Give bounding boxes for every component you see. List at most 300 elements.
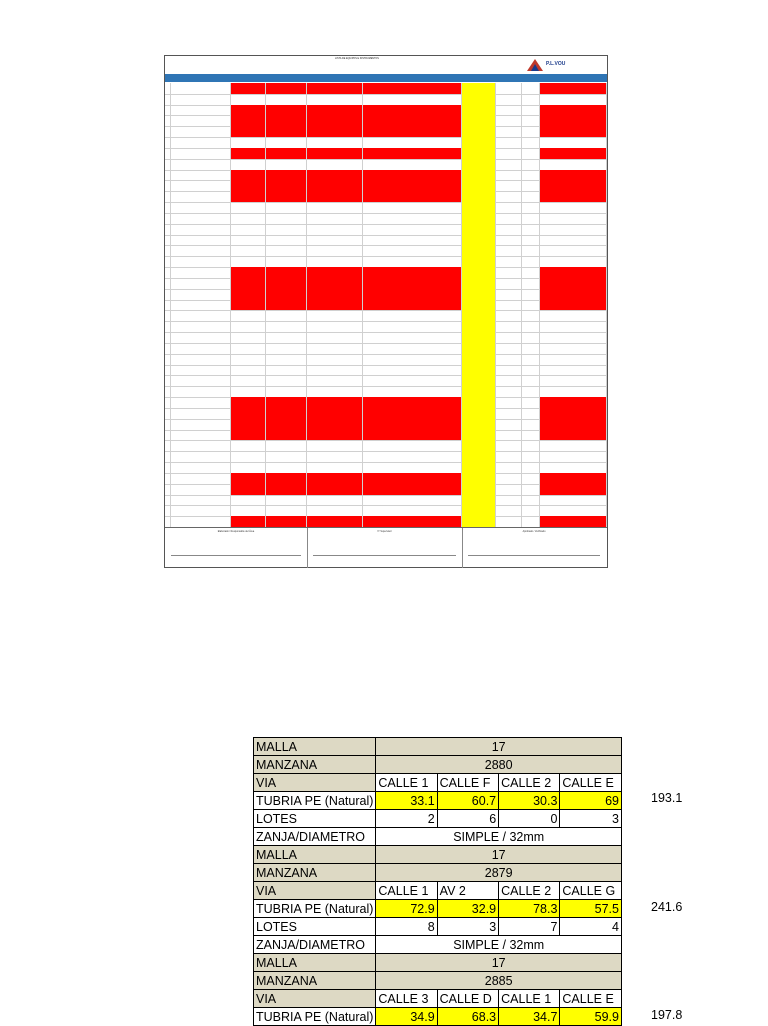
sheet-cell xyxy=(266,408,307,419)
sheet-cell xyxy=(231,83,266,94)
sheet-cell xyxy=(231,213,266,224)
sheet-cell xyxy=(363,148,462,159)
sheet-cell xyxy=(231,473,266,484)
sheet-cell xyxy=(307,105,363,116)
sheet-cell xyxy=(171,94,231,105)
sheet-cell xyxy=(266,419,307,430)
sheet-cell xyxy=(266,495,307,506)
via-cell: CALLE 2 xyxy=(499,882,560,900)
sheet-cell xyxy=(496,430,522,441)
sheet-cell xyxy=(231,137,266,148)
sheet-cell xyxy=(266,430,307,441)
signature-box-supervisor xyxy=(307,528,463,568)
sheet-cell xyxy=(522,386,540,397)
sheet-cell xyxy=(307,430,363,441)
sheet-cell xyxy=(496,310,522,321)
sheet-cell xyxy=(540,419,607,430)
sheet-cell xyxy=(540,289,607,300)
manzana-value: 2880 xyxy=(376,756,622,774)
sheet-cell xyxy=(496,289,522,300)
sheet-cell xyxy=(540,170,607,181)
via-label: VIA xyxy=(254,882,376,900)
lotes-row xyxy=(254,918,622,936)
sheet-cell xyxy=(307,267,363,278)
sheet-cell xyxy=(231,495,266,506)
sheet-cell xyxy=(462,191,496,202)
lotes-cell: 4 xyxy=(560,918,622,936)
sheet-cell xyxy=(363,451,462,462)
sheet-cell xyxy=(540,484,607,495)
sheet-cell xyxy=(496,386,522,397)
sheet-cell xyxy=(307,300,363,311)
sheet-cell xyxy=(496,180,522,191)
sheet-cell xyxy=(307,365,363,376)
manzana-row xyxy=(254,864,622,882)
sheet-cell xyxy=(540,267,607,278)
via-row xyxy=(254,774,622,792)
sheet-cell xyxy=(363,278,462,289)
sheet-cell xyxy=(462,180,496,191)
sheet-cell xyxy=(540,495,607,506)
sheet-cell xyxy=(522,343,540,354)
sheet-cell xyxy=(307,170,363,181)
lotes-cell: 7 xyxy=(499,918,560,936)
sheet-cell xyxy=(496,440,522,451)
sheet-cell xyxy=(522,408,540,419)
signature-title: Vº Supervisor xyxy=(377,530,392,533)
sheet-cell xyxy=(231,289,266,300)
sheet-cell xyxy=(522,126,540,137)
sheet-cell xyxy=(462,332,496,343)
sheet-cell xyxy=(266,354,307,365)
zanja-row xyxy=(254,936,622,954)
sheet-cell xyxy=(171,484,231,495)
sheet-cell xyxy=(540,430,607,441)
zanja-value: SIMPLE / 32mm xyxy=(376,936,622,954)
sheet-cell xyxy=(171,170,231,181)
sheet-cell xyxy=(462,245,496,256)
sheet-cell xyxy=(231,180,266,191)
tubria-cell: 72.9 xyxy=(376,900,437,918)
sheet-cell xyxy=(231,462,266,473)
sheet-cell xyxy=(496,148,522,159)
sheet-cell xyxy=(496,191,522,202)
sheet-cell xyxy=(522,256,540,267)
tubria-cell: 69 xyxy=(560,792,622,810)
sheet-cell xyxy=(363,126,462,137)
sheet-cell xyxy=(540,300,607,311)
sheet-cell xyxy=(462,235,496,246)
sheet-cell xyxy=(307,115,363,126)
malla-label: MALLA xyxy=(254,738,376,756)
sheet-cell xyxy=(540,332,607,343)
signature-box-prepared xyxy=(165,528,308,568)
sheet-cell xyxy=(171,83,231,94)
sheet-cell xyxy=(540,126,607,137)
sheet-cell xyxy=(231,115,266,126)
sheet-cell xyxy=(171,505,231,516)
sheet-cell xyxy=(462,419,496,430)
sheet-column-header xyxy=(165,74,607,82)
sheet-cell xyxy=(540,191,607,202)
sheet-cell xyxy=(171,191,231,202)
sheet-cell xyxy=(171,419,231,430)
sheet-cell xyxy=(307,495,363,506)
sheet-cell xyxy=(231,245,266,256)
sheet-cell xyxy=(363,170,462,181)
sheet-cell xyxy=(540,224,607,235)
sheet-cell xyxy=(462,170,496,181)
via-cell: CALLE 1 xyxy=(376,774,437,792)
sheet-cell xyxy=(540,505,607,516)
sheet-cell xyxy=(496,397,522,408)
sheet-cell xyxy=(496,332,522,343)
sheet-cell xyxy=(266,397,307,408)
sheet-cell xyxy=(496,321,522,332)
sheet-cell xyxy=(307,343,363,354)
sheet-cell xyxy=(363,354,462,365)
sheet-cell xyxy=(231,375,266,386)
sheet-cell xyxy=(307,83,363,94)
sheet-cell xyxy=(231,310,266,321)
sheet-cell xyxy=(231,321,266,332)
sheet-cell xyxy=(307,235,363,246)
sheet-cell xyxy=(363,224,462,235)
via-cell: CALLE G xyxy=(560,882,622,900)
sheet-cell xyxy=(462,495,496,506)
sheet-cell xyxy=(496,300,522,311)
sheet-cell xyxy=(307,126,363,137)
sheet-cell xyxy=(462,451,496,462)
block-total: 241.6 xyxy=(651,900,683,914)
sheet-cell xyxy=(266,386,307,397)
sheet-cell xyxy=(540,462,607,473)
sheet-cell xyxy=(231,105,266,116)
sheet-cell xyxy=(522,332,540,343)
sheet-cell xyxy=(266,440,307,451)
sheet-cell xyxy=(462,375,496,386)
sheet-cell xyxy=(522,516,540,527)
sheet-cell xyxy=(363,245,462,256)
sheet-cell xyxy=(266,267,307,278)
sheet-cell xyxy=(496,137,522,148)
sheet-cell xyxy=(522,224,540,235)
tubria-label: TUBRIA PE (Natural) xyxy=(254,1008,376,1026)
sheet-cell xyxy=(522,354,540,365)
sheet-cell xyxy=(462,115,496,126)
sheet-cell xyxy=(307,180,363,191)
malla-quantities-table xyxy=(253,737,622,1026)
sheet-cell xyxy=(540,365,607,376)
sheet-cell xyxy=(496,375,522,386)
sheet-cell xyxy=(307,310,363,321)
sheet-cell xyxy=(171,115,231,126)
sheet-cell xyxy=(307,354,363,365)
sheet-cell xyxy=(462,148,496,159)
sheet-cell xyxy=(522,94,540,105)
sheet-cell xyxy=(496,170,522,181)
sheet-cell xyxy=(307,245,363,256)
sheet-cell xyxy=(171,224,231,235)
sheet-cell xyxy=(363,397,462,408)
sheet-title: LISTA DE EQUIPOS E INSTRUMENTOS xyxy=(335,57,379,60)
sheet-cell xyxy=(522,300,540,311)
sheet-cell xyxy=(363,321,462,332)
sheet-cell xyxy=(231,235,266,246)
sheet-cell xyxy=(462,83,496,94)
sheet-cell xyxy=(266,94,307,105)
sheet-cell xyxy=(171,159,231,170)
sheet-cell xyxy=(496,83,522,94)
sheet-cell xyxy=(266,115,307,126)
sheet-cell xyxy=(540,343,607,354)
sheet-cell xyxy=(307,375,363,386)
sheet-cell xyxy=(363,495,462,506)
sheet-cell xyxy=(496,235,522,246)
sheet-cell xyxy=(496,516,522,527)
lotes-cell: 3 xyxy=(437,918,498,936)
tubria-cell: 60.7 xyxy=(437,792,498,810)
sheet-cell xyxy=(363,83,462,94)
sheet-cell xyxy=(363,484,462,495)
sheet-cell xyxy=(496,354,522,365)
sheet-cell xyxy=(540,115,607,126)
sheet-cell xyxy=(231,159,266,170)
sheet-cell xyxy=(307,451,363,462)
tubria-cell: 34.7 xyxy=(499,1008,560,1026)
malla-row xyxy=(254,954,622,972)
sheet-cell xyxy=(307,137,363,148)
sheet-cell xyxy=(363,310,462,321)
sheet-cell xyxy=(496,484,522,495)
sheet-cell xyxy=(522,451,540,462)
malla-label: MALLA xyxy=(254,846,376,864)
sheet-cell xyxy=(363,386,462,397)
sheet-cell xyxy=(307,332,363,343)
sheet-cell xyxy=(363,137,462,148)
sheet-cell xyxy=(171,365,231,376)
sheet-cell xyxy=(522,235,540,246)
sheet-cell xyxy=(363,256,462,267)
sheet-cell xyxy=(171,321,231,332)
sheet-cell xyxy=(522,213,540,224)
sheet-cell xyxy=(540,375,607,386)
sheet-cell xyxy=(496,224,522,235)
via-cell: CALLE E xyxy=(560,774,622,792)
sheet-cell xyxy=(363,375,462,386)
sheet-cell xyxy=(363,213,462,224)
sheet-cell xyxy=(462,289,496,300)
sheet-cell xyxy=(363,505,462,516)
sheet-cell xyxy=(522,462,540,473)
sheet-cell xyxy=(363,115,462,126)
sheet-cell xyxy=(171,126,231,137)
sheet-cell xyxy=(540,354,607,365)
manzana-label: MANZANA xyxy=(254,864,376,882)
sheet-cell xyxy=(266,83,307,94)
sheet-cell xyxy=(462,408,496,419)
sheet-cell xyxy=(171,397,231,408)
malla-label: MALLA xyxy=(254,954,376,972)
sheet-cell xyxy=(363,289,462,300)
via-cell: AV 2 xyxy=(437,882,498,900)
sheet-cell xyxy=(231,148,266,159)
block-total: 197.8 xyxy=(651,1008,683,1022)
sheet-cell xyxy=(496,94,522,105)
sheet-cell xyxy=(522,495,540,506)
sheet-cell xyxy=(540,321,607,332)
sheet-cell xyxy=(171,310,231,321)
sheet-cell xyxy=(363,300,462,311)
sheet-cell xyxy=(540,473,607,484)
sheet-cell xyxy=(266,289,307,300)
sheet-cell xyxy=(171,278,231,289)
sheet-cell xyxy=(462,159,496,170)
sheet-cell xyxy=(462,354,496,365)
block-total: 193.1 xyxy=(651,791,683,805)
sheet-cell xyxy=(307,159,363,170)
sheet-cell xyxy=(540,516,607,527)
logo-text: P.L.VOU xyxy=(546,61,566,67)
sheet-cell xyxy=(171,256,231,267)
sheet-cell xyxy=(231,440,266,451)
tubria-label: TUBRIA PE (Natural) xyxy=(254,900,376,918)
sheet-cell xyxy=(266,462,307,473)
sheet-cell xyxy=(363,473,462,484)
sheet-cell xyxy=(266,224,307,235)
sheet-cell xyxy=(540,180,607,191)
sheet-cell xyxy=(171,332,231,343)
sheet-cell xyxy=(307,191,363,202)
sheet-cell xyxy=(266,105,307,116)
sheet-cell xyxy=(231,202,266,213)
signature-line xyxy=(468,555,600,556)
sheet-cell xyxy=(266,516,307,527)
sheet-cell xyxy=(363,235,462,246)
sheet-cell xyxy=(266,180,307,191)
sheet-cell xyxy=(266,137,307,148)
sheet-cell xyxy=(496,245,522,256)
sheet-cell xyxy=(231,278,266,289)
sheet-cell xyxy=(266,202,307,213)
sheet-cell xyxy=(462,343,496,354)
sheet-cell xyxy=(171,408,231,419)
sheet-cell xyxy=(540,105,607,116)
sheet-cell xyxy=(171,180,231,191)
lotes-cell: 3 xyxy=(560,810,622,828)
sheet-cell xyxy=(363,202,462,213)
sheet-cell xyxy=(171,354,231,365)
sheet-cell xyxy=(307,202,363,213)
sheet-cell xyxy=(171,148,231,159)
sheet-cell xyxy=(266,310,307,321)
sheet-cell xyxy=(363,105,462,116)
tubria-label: TUBRIA PE (Natural) xyxy=(254,792,376,810)
sheet-cell xyxy=(496,419,522,430)
sheet-cell xyxy=(540,159,607,170)
sheet-cell xyxy=(266,332,307,343)
sheet-cell xyxy=(462,278,496,289)
sheet-cell xyxy=(307,516,363,527)
signature-title: Aprobado / Verificado xyxy=(522,530,546,533)
sheet-cell xyxy=(363,462,462,473)
tubria-cell: 57.5 xyxy=(560,900,622,918)
sheet-cell xyxy=(307,213,363,224)
sheet-cell xyxy=(522,137,540,148)
sheet-cell xyxy=(231,365,266,376)
zanja-value: SIMPLE / 32mm xyxy=(376,828,622,846)
signature-box-approved xyxy=(462,528,606,568)
via-cell: CALLE 1 xyxy=(376,882,437,900)
sheet-cell xyxy=(171,105,231,116)
company-logo xyxy=(522,57,604,72)
sheet-cell xyxy=(266,321,307,332)
manzana-label: MANZANA xyxy=(254,972,376,990)
sheet-cell xyxy=(307,408,363,419)
sheet-cell xyxy=(462,484,496,495)
sheet-cell xyxy=(307,386,363,397)
sheet-cell xyxy=(363,159,462,170)
sheet-cell xyxy=(540,408,607,419)
sheet-cell xyxy=(266,256,307,267)
sheet-cell xyxy=(496,278,522,289)
sheet-cell xyxy=(496,408,522,419)
sheet-cell xyxy=(363,419,462,430)
sheet-cell xyxy=(522,170,540,181)
lotes-row xyxy=(254,810,622,828)
malla-row xyxy=(254,846,622,864)
sheet-cell xyxy=(266,170,307,181)
sheet-cell xyxy=(540,245,607,256)
zanja-label: ZANJA/DIAMETRO xyxy=(254,936,376,954)
sheet-cell xyxy=(462,516,496,527)
sheet-cell xyxy=(266,505,307,516)
sheet-cell xyxy=(307,419,363,430)
malla-value: 17 xyxy=(376,846,622,864)
sheet-cell xyxy=(540,235,607,246)
sheet-cell xyxy=(307,224,363,235)
sheet-cell xyxy=(231,170,266,181)
sheet-cell xyxy=(540,83,607,94)
sheet-cell xyxy=(231,354,266,365)
sheet-cell xyxy=(171,235,231,246)
sheet-cell xyxy=(540,278,607,289)
sheet-cell xyxy=(522,430,540,441)
sheet-cell xyxy=(171,451,231,462)
sheet-cell xyxy=(266,343,307,354)
sheet-cell xyxy=(266,278,307,289)
sheet-cell xyxy=(522,365,540,376)
lotes-cell: 6 xyxy=(437,810,498,828)
manzana-row xyxy=(254,756,622,774)
sheet-cell xyxy=(171,516,231,527)
sheet-cell xyxy=(522,397,540,408)
sheet-cell xyxy=(496,505,522,516)
sheet-cell xyxy=(540,94,607,105)
sheet-cell xyxy=(522,159,540,170)
sheet-cell xyxy=(363,408,462,419)
sheet-cell xyxy=(307,473,363,484)
via-cell: CALLE 3 xyxy=(376,990,437,1008)
sheet-cell xyxy=(266,375,307,386)
sheet-cell xyxy=(266,451,307,462)
sheet-cell xyxy=(496,159,522,170)
sheet-cell xyxy=(496,343,522,354)
lotes-cell: 0 xyxy=(499,810,560,828)
sheet-cell xyxy=(266,148,307,159)
zanja-row xyxy=(254,828,622,846)
sheet-cell xyxy=(462,126,496,137)
